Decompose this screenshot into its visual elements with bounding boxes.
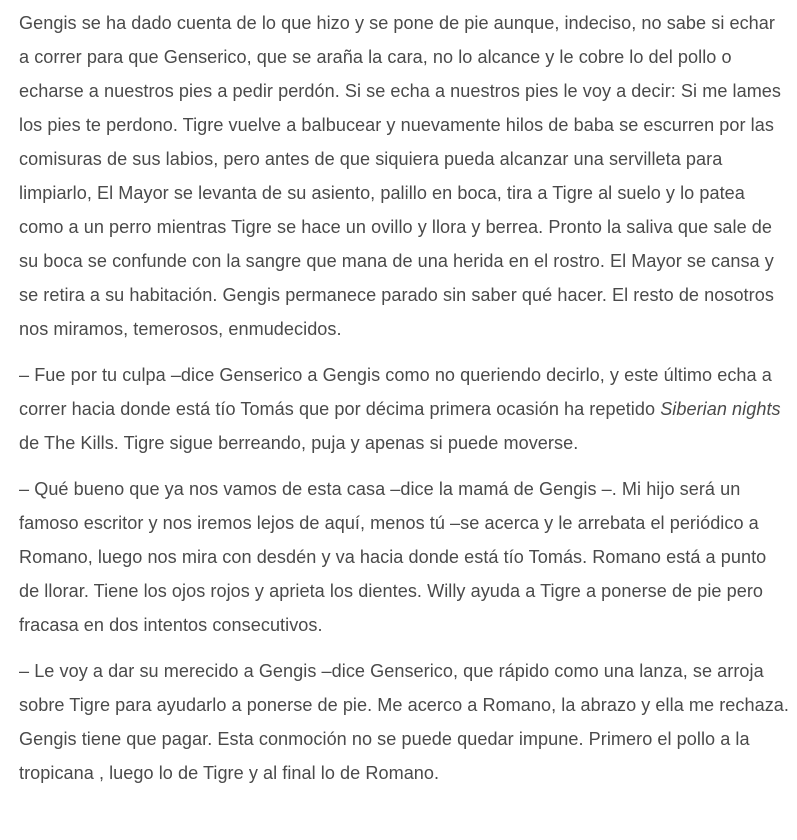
paragraph-2-text-before: – Fue por tu culpa –dice Genserico a Gengis como no queriendo decirlo, y este último echa a correr hacia donde está tío Tomás que por décima primera ocasión ha repetido: [19, 365, 772, 419]
paragraph-3-text: – Qué bueno que ya nos vamos de esta casa –dice la mamá de Gengis –. Mi hijo será un famoso escritor y nos iremos lejos de aquí, menos tú –se acerca y le arrebata el periódico a Romano, luego nos mira con desdén y va hacia donde está tío Tomás. Romano está a punto de llorar. Tiene los ojos rojos y aprieta los dientes. Willy ayuda a Tigre a ponerse de pie pero fracasa en dos intentos consecutivos.: [19, 479, 767, 635]
paragraph-1: [19, 6, 789, 346]
paragraph-4: [19, 654, 789, 790]
paragraph-4-text: – Le voy a dar su merecido a Gengis –dice Genserico, que rápido como una lanza, se arroja sobre Tigre para ayudarlo a ponerse de pie. Me acerco a Romano, la abrazo y ella me rechaza. Gengis tiene que pagar. Esta conmoción no se puede quedar impune. Primero el pollo a la tropicana , luego lo de Tigre y al final lo de Romano.: [19, 661, 789, 783]
song-title: Siberian nights: [660, 399, 781, 419]
paragraph-1-text: Gengis se ha dado cuenta de lo que hizo y se pone de pie aunque, indeciso, no sabe si echar a correr para que Genserico, que se araña la cara, no lo alcance y le cobre lo del pollo o echarse a nuestros pies a pedir perdón. Si se echa a nuestros pies le voy a decir: Si me lames los pies te perdono. Tigre vuelve a balbucear y nuevamente hilos de baba se escurren por las comisuras de sus labios, pero antes de que siquiera pueda alcanzar una servilleta para limpiarlo, El Mayor se levanta de su asiento, palillo en boca, tira a Tigre al suelo y lo patea como a un perro mientras Tigre se hace un ovillo y llora y berrea. Pronto la saliva que sale de su boca se confunde con la sangre que mana de una herida en el rostro. El Mayor se cansa y se retira a su habitación. Gengis permanece parado sin saber qué hacer. El resto de nosotros nos miramos, temerosos, enmudecidos.: [19, 13, 782, 339]
paragraph-2: [19, 358, 789, 460]
paragraph-2-text-after: de The Kills. Tigre sigue berreando, puja y apenas si puede moverse.: [19, 433, 579, 453]
paragraph-3: [19, 472, 789, 642]
